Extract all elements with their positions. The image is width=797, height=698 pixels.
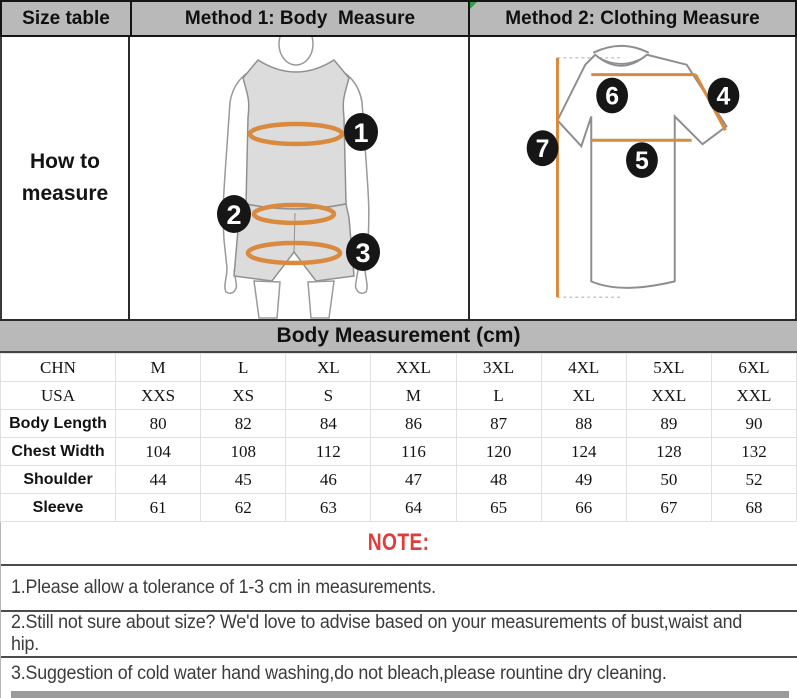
row-label: Shoulder: [1, 466, 116, 494]
size-value-cell: 67: [626, 494, 711, 522]
tshirt-illustration: [470, 37, 795, 319]
size-value-cell: 112: [286, 438, 371, 466]
size-value-cell: 48: [456, 466, 541, 494]
size-value-cell: XXL: [626, 382, 711, 410]
size-value-cell: 88: [541, 410, 626, 438]
size-value-cell: 62: [201, 494, 286, 522]
size-value-cell: M: [116, 354, 201, 382]
size-value-cell: L: [201, 354, 286, 382]
size-value-cell: M: [371, 382, 456, 410]
size-value-cell: 63: [286, 494, 371, 522]
note-item-2: [1, 612, 797, 656]
header-row: [0, 0, 797, 37]
size-value-cell: 66: [541, 494, 626, 522]
size-value-cell: S: [286, 382, 371, 410]
body-measurement-header: [0, 319, 797, 353]
row-label: CHN: [1, 354, 116, 382]
size-value-cell: 116: [371, 438, 456, 466]
note-item-2-text: 2.Still not sure about size? We'd love to advise based on your measurements of bust,waist and hip.: [11, 612, 743, 655]
table-row: [1, 494, 797, 522]
note-item-3-text: 3.Suggestion of cold water hand washing,do not bleach,please rountine dry cleaning.: [11, 662, 667, 684]
note-title: NOTE:: [368, 529, 430, 556]
note-item-1: [1, 566, 797, 610]
svg-text:1: 1: [353, 118, 369, 148]
header-size-table: [2, 2, 132, 35]
svg-text:5: 5: [635, 148, 649, 176]
note-section: [0, 522, 797, 698]
size-value-cell: 124: [541, 438, 626, 466]
row-label: USA: [1, 382, 116, 410]
measure-point-badge-1: [344, 113, 378, 151]
size-value-cell: 47: [371, 466, 456, 494]
size-value-cell: 44: [116, 466, 201, 494]
size-value-cell: 80: [116, 410, 201, 438]
size-value-cell: XL: [286, 354, 371, 382]
size-value-cell: XXS: [116, 382, 201, 410]
header-method1: [132, 2, 470, 35]
header-method1-label: Method 1: Body Measure: [184, 7, 416, 29]
bottom-gray-bar: [11, 691, 789, 698]
row-label: Chest Width: [1, 438, 116, 466]
table-row: [1, 382, 797, 410]
size-value-cell: 128: [626, 438, 711, 466]
cell-corner-marker: [470, 2, 477, 9]
size-value-cell: 84: [286, 410, 371, 438]
size-value-cell: XS: [201, 382, 286, 410]
how-to-measure-line1: How to: [30, 150, 100, 173]
measure-point-badge-3: [346, 233, 380, 271]
size-value-cell: 65: [456, 494, 541, 522]
size-value-cell: 82: [201, 410, 286, 438]
measure-point-badge-6: [596, 78, 628, 114]
measure-point-badge-7: [527, 130, 559, 166]
svg-text:2: 2: [226, 200, 242, 230]
size-value-cell: 49: [541, 466, 626, 494]
row-label: Body Length: [1, 410, 116, 438]
svg-text:4: 4: [716, 83, 731, 111]
size-value-cell: 3XL: [456, 354, 541, 382]
measure-point-badge-4: [708, 78, 740, 114]
size-value-cell: 64: [371, 494, 456, 522]
illustration-row: [0, 37, 797, 319]
table-row: [1, 410, 797, 438]
header-size-table-label: Size table: [22, 7, 110, 29]
size-value-cell: 45: [201, 466, 286, 494]
row-label: Sleeve: [1, 494, 116, 522]
size-value-cell: 50: [626, 466, 711, 494]
size-value-cell: XL: [541, 382, 626, 410]
size-value-cell: XXL: [371, 354, 456, 382]
size-value-cell: XXL: [711, 382, 796, 410]
note-item-3: [1, 658, 797, 689]
size-value-cell: 46: [286, 466, 371, 494]
header-method2: [470, 2, 795, 35]
size-value-cell: 86: [371, 410, 456, 438]
size-value-cell: 108: [201, 438, 286, 466]
size-value-cell: 68: [711, 494, 796, 522]
table-row: [1, 466, 797, 494]
header-method2-label: Method 2: Clothing Measure: [505, 7, 760, 29]
size-value-cell: 5XL: [626, 354, 711, 382]
clothing-measure-diagram: [468, 37, 795, 319]
how-to-measure-line2: measure: [21, 182, 109, 205]
how-to-measure-cell: [2, 37, 130, 319]
table-row: [1, 438, 797, 466]
size-value-cell: L: [456, 382, 541, 410]
measure-point-badge-2: [217, 195, 251, 233]
body-figure-illustration: [130, 37, 468, 319]
note-title-row: [1, 522, 797, 564]
size-value-cell: 132: [711, 438, 796, 466]
size-value-cell: 90: [711, 410, 796, 438]
table-row: [1, 354, 797, 382]
measure-point-badge-5: [626, 142, 658, 178]
size-value-cell: 89: [626, 410, 711, 438]
svg-text:7: 7: [535, 136, 550, 164]
size-value-cell: 4XL: [541, 354, 626, 382]
size-value-cell: 87: [456, 410, 541, 438]
svg-text:3: 3: [355, 238, 371, 268]
size-value-cell: 61: [116, 494, 201, 522]
size-table: [0, 353, 797, 522]
svg-text:6: 6: [605, 83, 620, 111]
size-value-cell: 52: [711, 466, 796, 494]
size-value-cell: 6XL: [711, 354, 796, 382]
body-measure-diagram: [130, 37, 468, 319]
size-value-cell: 120: [456, 438, 541, 466]
size-value-cell: 104: [116, 438, 201, 466]
size-table-body: [1, 354, 797, 522]
body-measurement-title: Body Measurement (cm): [276, 324, 521, 347]
note-item-1-text: 1.Please allow a tolerance of 1-3 cm in measurements.: [11, 577, 436, 598]
